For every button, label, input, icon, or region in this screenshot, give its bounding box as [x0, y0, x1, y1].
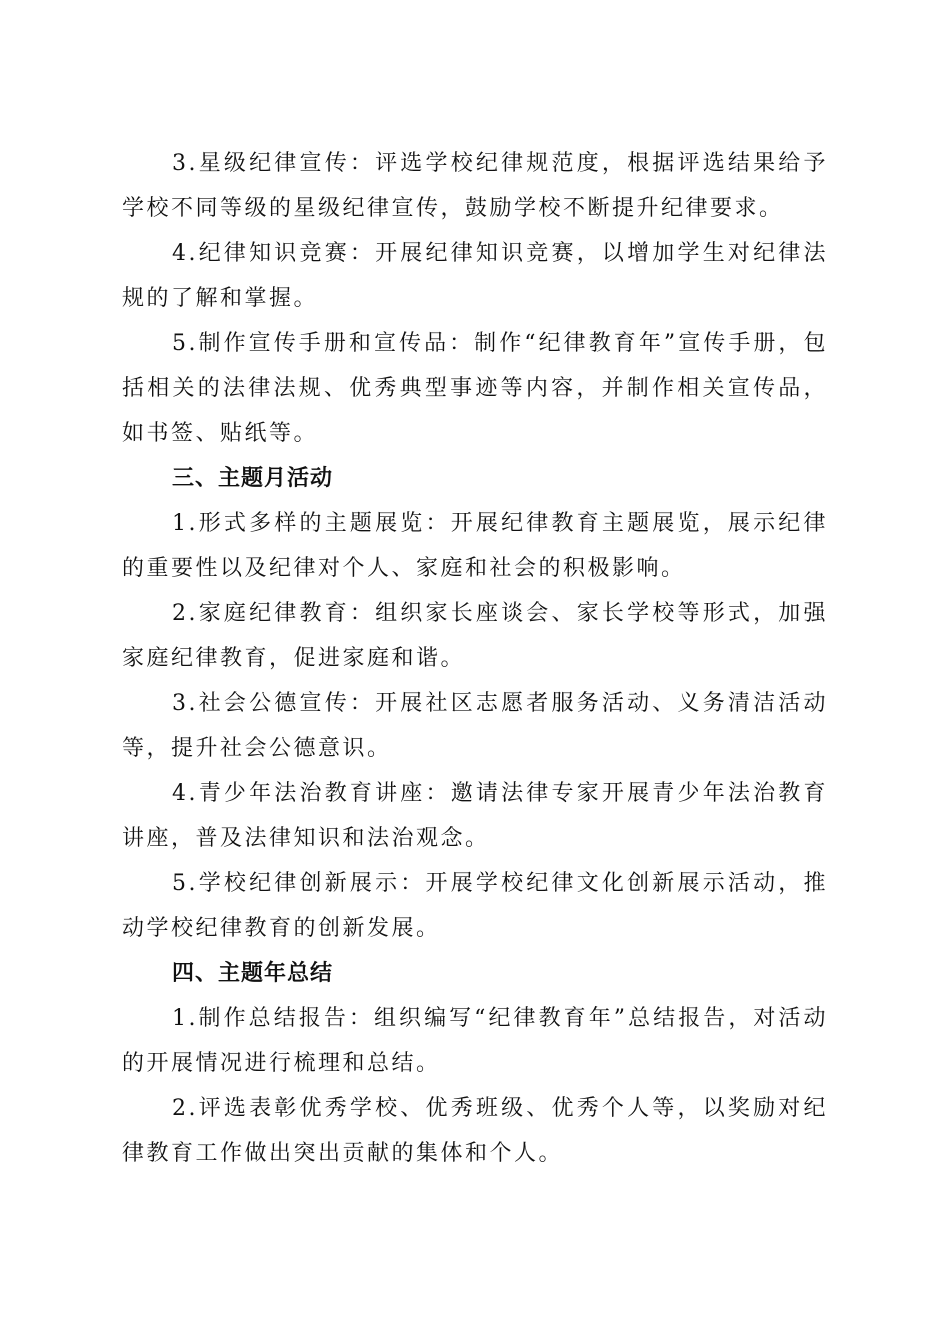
- section-heading-year-summary: 四、主题年总结: [172, 961, 334, 986]
- paragraph-innovation-show: 5.学校纪律创新展示：开展学校纪律文化创新展示活动，推动学校纪律教育的创新发展。: [122, 871, 828, 941]
- paragraph-law-lecture: 4.青少年法治教育讲座：邀请法律专家开展青少年法治教育讲座，普及法律知识和法治观念。: [122, 781, 828, 851]
- paragraph-star-discipline: 3.星级纪律宣传：评选学校纪律规范度，根据评选结果给予学校不同等级的星级纪律宣传，鼓励学校不断提升纪律要求。: [122, 151, 828, 221]
- paragraph-summary-report: 1.制作总结报告：组织编写“纪律教育年”总结报告，对活动的开展情况进行梳理和总结。: [122, 1006, 828, 1076]
- paragraph-exhibition: 1.形式多样的主题展览：开展纪律教育主题展览，展示纪律的重要性以及纪律对个人、家庭和社会的积极影响。: [122, 511, 828, 581]
- paragraph-family-education: 2.家庭纪律教育：组织家长座谈会、家长学校等形式，加强家庭纪律教育，促进家庭和谐。: [122, 601, 828, 671]
- section-heading-theme-month: 三、主题月活动: [172, 466, 334, 491]
- paragraph-knowledge-contest: 4.纪律知识竞赛：开展纪律知识竞赛，以增加学生对纪律法规的了解和掌握。: [122, 241, 828, 311]
- paragraph-social-ethics: 3.社会公德宣传：开展社区志愿者服务活动、义务清洁活动等，提升社会公德意识。: [122, 691, 828, 761]
- document-page: [122, 141, 828, 1176]
- paragraph-brochure: 5.制作宣传手册和宣传品：制作“纪律教育年”宣传手册，包括相关的法律法规、优秀典型事迹等内容，并制作相关宣传品，如书签、贴纸等。: [122, 331, 828, 446]
- paragraph-commendation: 2.评选表彰优秀学校、优秀班级、优秀个人等，以奖励对纪律教育工作做出突出贡献的集体和个人。: [122, 1096, 828, 1166]
